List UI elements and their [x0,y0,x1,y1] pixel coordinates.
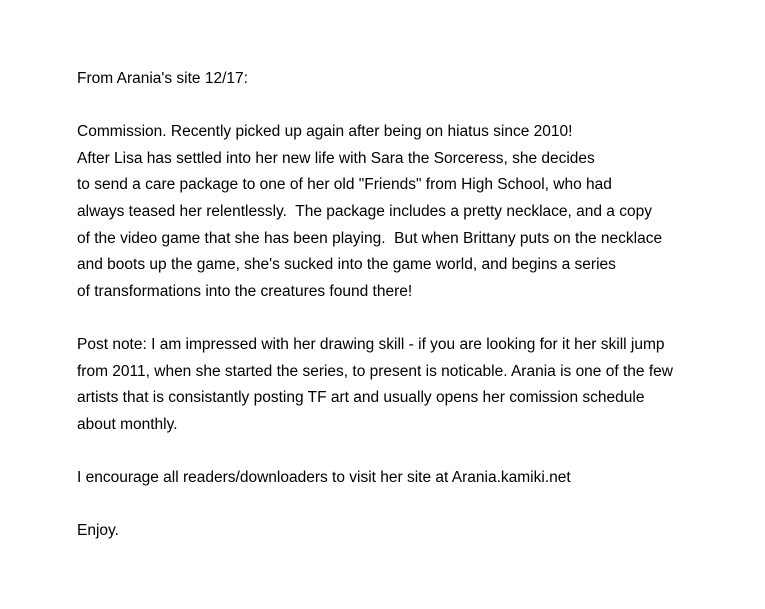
paragraph-line: and boots up the game, she's sucked into the game world, and begins a series [77,256,616,274]
paragraph-line: Post note: I am impressed with her drawing skill - if you are looking for it her skill jump [77,335,665,353]
paragraph-line: about monthly. [77,415,178,433]
paragraph-line: After Lisa has settled into her new life with Sara the Sorceress, she decides [77,149,595,167]
heading-line: From Arania's site 12/17: [77,70,248,87]
spacer [77,492,757,519]
spacer [77,93,757,120]
post-note-paragraph [77,332,757,438]
paragraph-line: of the video game that she has been playing. But when Brittany puts on the necklace [77,229,663,247]
paragraph-line: of transformations into the creatures found there! [77,282,413,300]
document-body [77,66,757,545]
paragraph-line: from 2011, when she started the series, to present is noticable. Arania is one of the few [77,362,673,380]
spacer [77,305,757,332]
paragraph-line: artists that is consistantly posting TF art and usually opens her comission schedule [77,389,645,407]
paragraph-line: Commission. Recently picked up again after being on hiatus since 2010! [77,123,573,141]
paragraph-line: always teased her relentlessly. The package includes a pretty necklace, and a copy [77,202,652,220]
site-invitation-line: I encourage all readers/downloaders to visit her site at Arania.kamiki.net [77,468,571,486]
closing-line: Enjoy. [77,522,119,540]
paragraph-line: to send a care package to one of her old "Friends" from High School, who had [77,176,612,194]
commission-paragraph [77,119,757,305]
spacer [77,438,757,465]
